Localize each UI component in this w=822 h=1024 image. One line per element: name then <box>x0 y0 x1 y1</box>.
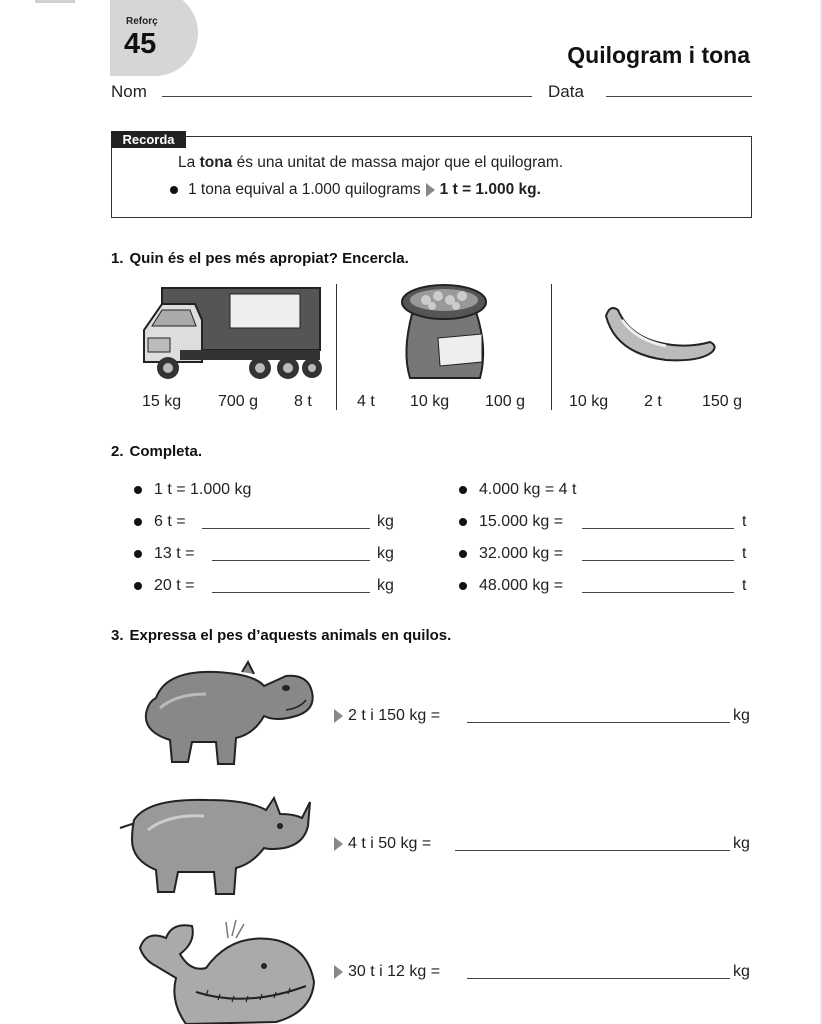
q3-item <box>334 963 440 981</box>
recorda-definition <box>178 154 563 172</box>
answer-line[interactable] <box>212 560 370 561</box>
answer-line[interactable] <box>202 528 370 529</box>
unit-label: kg <box>733 963 750 980</box>
q1-option[interactable]: 10 kg <box>569 393 609 410</box>
q2-text: 48.000 kg = <box>479 577 564 594</box>
q2-text: 1 t = 1.000 kg <box>154 481 252 498</box>
bullet-icon <box>170 186 178 194</box>
q1-option[interactable]: 700 g <box>218 393 259 410</box>
q2-item <box>459 513 563 531</box>
q1-option[interactable]: 8 t <box>294 393 312 410</box>
question-1-number: 1. <box>111 250 124 267</box>
q2-example <box>134 481 251 499</box>
q3-text: 30 t i 12 kg = <box>348 963 441 980</box>
badge-series: Reforç <box>126 16 158 27</box>
definition-pre: La <box>178 154 200 171</box>
unit-label: kg <box>377 545 394 562</box>
question-3 <box>111 627 451 644</box>
q2-example <box>459 481 576 499</box>
whale-image <box>136 912 316 1024</box>
recorda-tag: Recorda <box>111 131 186 148</box>
unit-label: kg <box>377 577 394 594</box>
unit-label: t <box>742 513 747 530</box>
answer-line[interactable] <box>455 850 730 851</box>
question-1-prompt: Quin és el pes més apropiat? Encercla. <box>129 250 409 267</box>
q3-item <box>334 835 431 853</box>
sack-of-potatoes-image <box>398 282 490 384</box>
bullet-icon <box>459 550 467 558</box>
q1-option[interactable]: 2 t <box>644 393 662 410</box>
equivalence-text: 1 tona equival a 1.000 quilograms <box>188 181 421 198</box>
unit-label: kg <box>377 513 394 530</box>
name-label: Nom <box>111 82 147 101</box>
q2-item <box>134 577 194 595</box>
sausage-image <box>596 302 724 374</box>
unit-label: kg <box>733 707 750 724</box>
arrow-right-icon <box>426 183 435 197</box>
q2-text: 6 t = <box>154 513 186 530</box>
bullet-icon <box>134 550 142 558</box>
option-divider <box>551 284 552 410</box>
answer-line[interactable] <box>212 592 370 593</box>
equivalence-bold: 1 t = 1.000 kg. <box>439 181 541 198</box>
answer-line[interactable] <box>582 560 734 561</box>
question-1 <box>111 250 409 267</box>
page-title: Quilogram i tona <box>567 42 750 68</box>
q2-text: 13 t = <box>154 545 195 562</box>
arrow-right-icon <box>334 709 343 723</box>
q1-option[interactable]: 100 g <box>485 393 526 410</box>
unit-label: t <box>742 577 747 594</box>
q2-text: 4.000 kg = 4 t <box>479 481 577 498</box>
truck-image <box>140 284 325 384</box>
bullet-icon <box>134 518 142 526</box>
unit-label: t <box>742 545 747 562</box>
q2-item <box>134 513 186 531</box>
bullet-icon <box>459 518 467 526</box>
q2-text: 32.000 kg = <box>479 545 564 562</box>
q1-option[interactable]: 10 kg <box>410 393 450 410</box>
q1-option[interactable]: 15 kg <box>142 393 182 410</box>
definition-bold: tona <box>199 154 233 171</box>
question-2-prompt: Completa. <box>129 443 203 460</box>
q1-option[interactable]: 4 t <box>357 393 375 410</box>
answer-line[interactable] <box>582 528 734 529</box>
q2-text: 15.000 kg = <box>479 513 564 530</box>
question-2-number: 2. <box>111 443 124 460</box>
recorda-equivalence <box>170 181 541 199</box>
name-field[interactable] <box>162 96 532 97</box>
answer-line[interactable] <box>467 978 730 979</box>
bullet-icon <box>134 582 142 590</box>
unit-label: kg <box>733 835 750 852</box>
badge-number: 45 <box>124 28 157 60</box>
bullet-icon <box>459 582 467 590</box>
arrow-right-icon <box>334 965 343 979</box>
rhinoceros-image <box>118 790 312 898</box>
q3-text: 2 t i 150 kg = <box>348 707 441 724</box>
q1-option[interactable]: 150 g <box>702 393 743 410</box>
arrow-right-icon <box>334 837 343 851</box>
q3-item <box>334 707 440 725</box>
q2-text: 20 t = <box>154 577 195 594</box>
date-label: Data <box>548 82 584 101</box>
option-divider <box>336 284 337 410</box>
question-3-prompt: Expressa el pes d’aquests animals en quilos. <box>129 627 452 644</box>
question-3-number: 3. <box>111 627 124 644</box>
bullet-icon <box>134 486 142 494</box>
q3-text: 4 t i 50 kg = <box>348 835 432 852</box>
bullet-icon <box>459 486 467 494</box>
top-tab-mark <box>35 0 75 3</box>
definition-post: és una unitat de massa major que el quilogram. <box>232 154 564 171</box>
recorda-box <box>111 136 752 218</box>
answer-line[interactable] <box>467 722 730 723</box>
answer-line[interactable] <box>582 592 734 593</box>
lesson-badge <box>110 0 198 76</box>
question-2 <box>111 443 202 460</box>
date-field[interactable] <box>606 96 752 97</box>
q2-item <box>459 545 563 563</box>
q2-item <box>134 545 194 563</box>
hippopotamus-image <box>136 658 318 770</box>
q2-item <box>459 577 563 595</box>
